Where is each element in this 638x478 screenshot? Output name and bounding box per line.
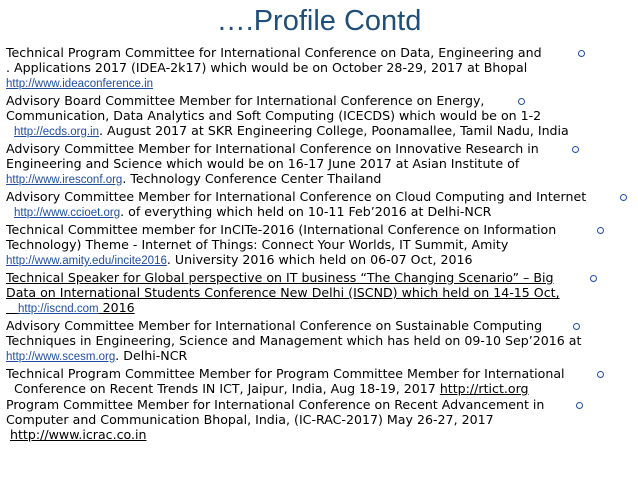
conference-link[interactable]: http://www.ccioet.org [14, 207, 121, 219]
hollow-circle-bullet-icon [597, 227, 604, 234]
entry-line: Advisory Committee Member for International Conference on Cloud Computing and Internet [6, 189, 587, 204]
entry-line: Conference on Recent Trends IN ICT, Jaipur, India, Aug 18-19, 2017 [6, 381, 440, 396]
profile-entry [6, 366, 632, 396]
profile-entry [6, 222, 632, 269]
conference-link[interactable]: http://www.ideaconference.in [6, 78, 154, 90]
hollow-circle-bullet-icon [576, 402, 583, 409]
entry-line-tail: 2016 [98, 300, 135, 315]
entry-line: Technology) Theme - Internet of Things: Connect Your Worlds, IT Summit, Amity [6, 237, 509, 252]
hollow-circle-bullet-icon [590, 275, 597, 282]
profile-entry [6, 45, 632, 92]
entry-line: Technical Program Committee Member for Program Committee Member for International [6, 366, 565, 381]
profile-entries [6, 45, 632, 443]
hollow-circle-bullet-icon [620, 194, 627, 201]
entry-line-tail: . August 2017 at SKR Engineering College, Poonamallee, Tamil Nadu, India [99, 123, 569, 138]
entry-line: Techniques in Engineering, Science and Management which has held on 09-10 Sep’2016 at [6, 333, 582, 348]
hollow-circle-bullet-icon [578, 50, 585, 57]
entry-line: Advisory Board Committee Member for International Conference on Energy, [6, 93, 485, 108]
conference-link[interactable]: http://rtict.org [439, 381, 529, 396]
conference-link[interactable]: http://www.icrac.co.in [10, 427, 147, 442]
profile-entry [6, 318, 632, 365]
entry-line: Technical Committee member for InCITe-2016 (International Conference on Information [6, 222, 557, 237]
entry-line: Computer and Communication Bhopal, India, (IC-RAC-2017) May 26-27, 2017 [6, 412, 494, 427]
conference-link[interactable]: http://www.scesm.org [6, 351, 116, 363]
entry-line-tail: . of everything which held on 10-11 Feb’2016 at Delhi-NCR [120, 204, 492, 219]
entry-line: Communication, Data Analytics and Soft Computing (ICECDS) which would be on 1-2 [6, 108, 542, 123]
conference-link[interactable]: http://www.amity.edu/incite2016 [6, 255, 167, 267]
hollow-circle-bullet-icon [597, 371, 604, 378]
hollow-circle-bullet-icon [572, 146, 579, 153]
profile-entry [6, 189, 632, 221]
profile-entry [6, 93, 632, 140]
entry-line: Advisory Committee Member for International Conference on Sustainable Computing [6, 318, 543, 333]
entry-line: Technical Speaker for Global perspective on IT business “The Changing Scenario” – Big [6, 270, 554, 285]
entry-line: Data on International Students Conference New Delhi (ISCND) which held on 14-15 Oct, [6, 285, 560, 300]
entry-line-tail: . Delhi-NCR [115, 348, 188, 363]
profile-entry [6, 397, 632, 442]
profile-entry [6, 270, 632, 317]
conference-link[interactable]: http://iscnd.com [18, 303, 99, 315]
conference-link[interactable]: http://ecds.org.in [14, 126, 100, 138]
entry-line: Technical Program Committee for International Conference on Data, Engineering and [6, 45, 542, 60]
hollow-circle-bullet-icon [573, 323, 580, 330]
entry-line-tail: . University 2016 which held on 06-07 Oct, 2016 [166, 252, 473, 267]
hollow-circle-bullet-icon [518, 98, 525, 105]
slide-title: ….Profile Contd [216, 5, 422, 37]
entry-line: . Applications 2017 (IDEA-2k17) which would be on October 28-29, 2017 at Bhopal [6, 60, 528, 75]
entry-line: Engineering and Science which would be on 16-17 June 2017 at Asian Institute of [6, 156, 520, 171]
entry-line: Advisory Committee Member for International Conference on Innovative Research in [6, 141, 539, 156]
profile-entry [6, 141, 632, 188]
entry-line: Program Committee Member for International Conference on Recent Advancement in [6, 397, 545, 412]
conference-link[interactable]: http://www.iresconf.org [6, 174, 123, 186]
entry-line-tail: . Technology Conference Center Thailand [122, 171, 382, 186]
